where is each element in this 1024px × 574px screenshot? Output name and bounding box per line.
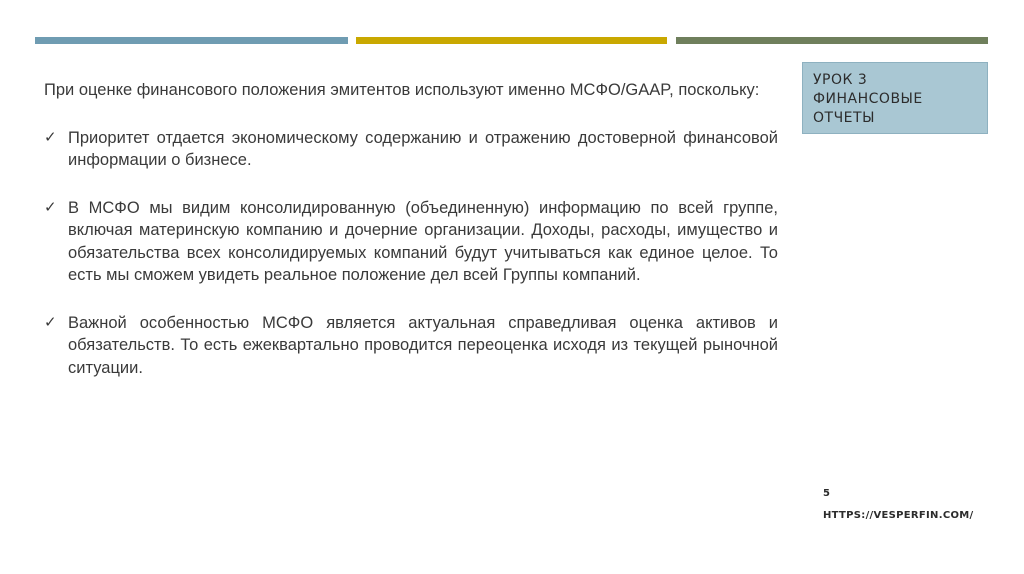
intro-paragraph: При оценке финансового положения эмитентов используют именно МСФО/GAAP, поскольку:	[44, 81, 760, 99]
bullet-item	[44, 312, 778, 380]
page-number: 5	[823, 488, 830, 499]
lesson-number: УРОК 3	[813, 72, 868, 88]
checkmark-icon: ✓	[44, 128, 57, 146]
bullet-item	[44, 127, 778, 172]
bullet-text: В МСФО мы видим консолидированную (объединенную) информацию по всей группе, включая материнскую компанию и дочерние организации. Доходы, расходы, имущество и обязательства всех консолидируемых компаний будут учитываться как единое целое. То есть мы сможем увидеть реальное положение дел всей Группы компаний.	[68, 198, 778, 284]
bullet-text: Приоритет отдается экономическому содержанию и отражению достоверной финансовой информации о бизнесе.	[68, 128, 778, 169]
website-link[interactable]: HTTPS://VESPERFIN.COM/	[823, 510, 974, 521]
header-bar-yellow	[356, 37, 667, 44]
header-bar-blue	[35, 37, 348, 44]
lesson-title-box	[802, 62, 988, 134]
header-bar-green	[676, 37, 988, 44]
bullet-text: Важной особенностью МСФО является актуальная справедливая оценка активов и обязательств. То есть ежеквартально проводится переоценка исходя из текущей рыночной ситуации.	[68, 313, 778, 377]
main-content	[44, 79, 778, 404]
checkmark-icon: ✓	[44, 313, 57, 331]
checkmark-icon: ✓	[44, 198, 57, 216]
bullet-item	[44, 197, 778, 287]
lesson-title-line2: ОТЧЕТЫ	[813, 110, 875, 126]
lesson-title-line1: ФИНАНСОВЫЕ	[813, 91, 923, 107]
